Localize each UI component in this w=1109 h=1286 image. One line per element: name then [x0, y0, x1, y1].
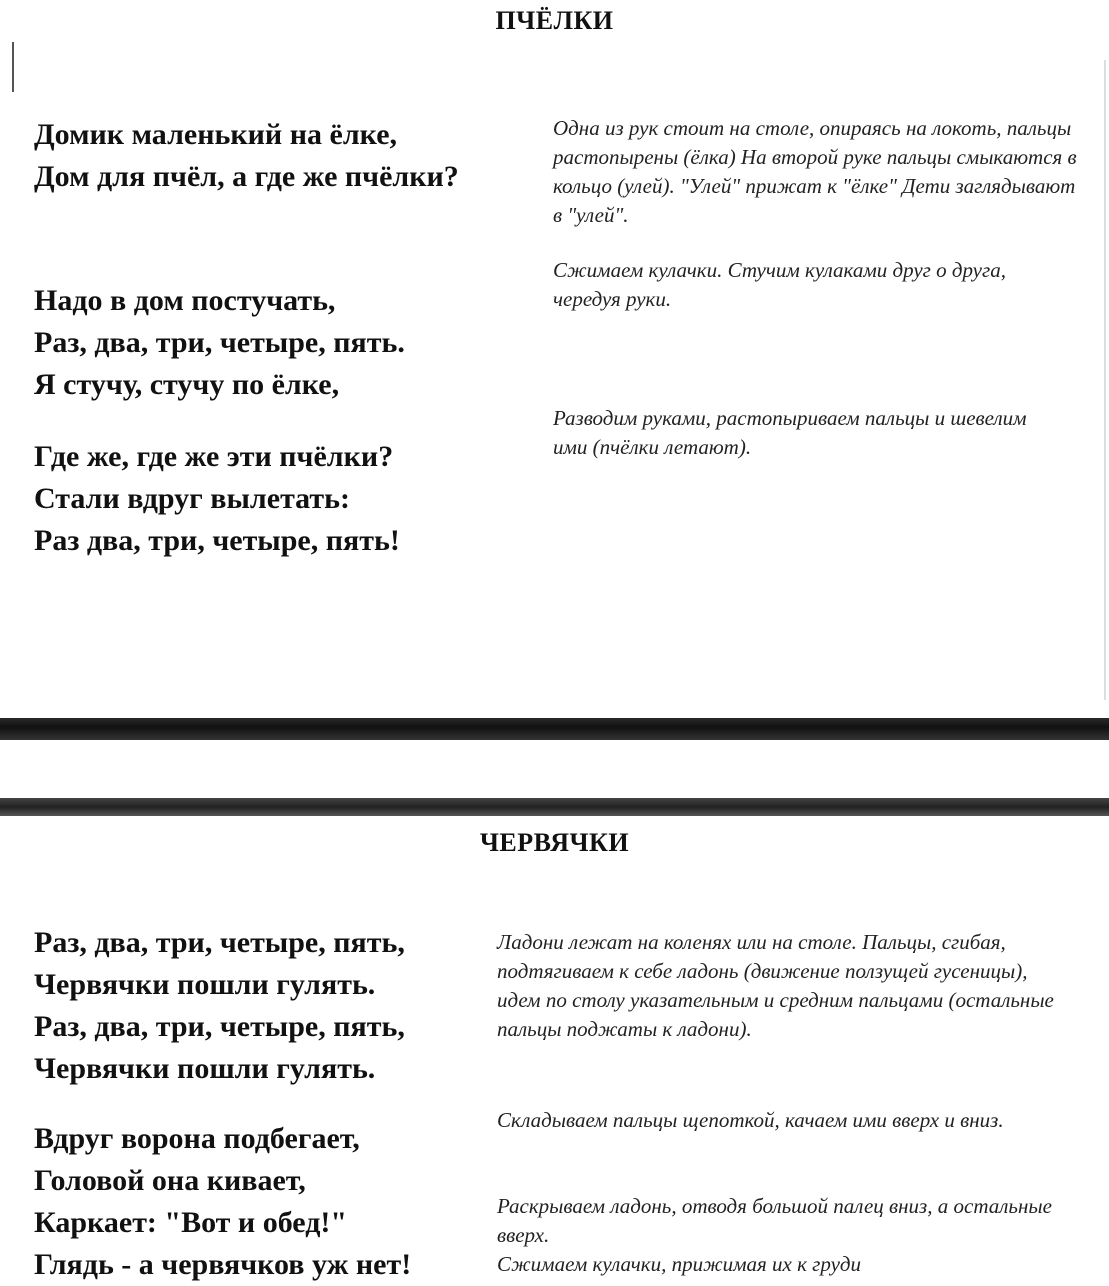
- gesture-note: Складываем пальцы щепоткой, качаем ими вверх и вниз.: [497, 1108, 1004, 1132]
- verse-line: Раз, два, три, четыре, пять,: [34, 1010, 405, 1043]
- gesture-note: Разводим руками, растопыриваем пальцы и шевелим ими (пчёлки летают).: [553, 406, 1027, 459]
- section-title-worms: ЧЕРВЯЧКИ: [479, 828, 630, 857]
- verse-line: Глядь - а червячков уж нет!: [34, 1248, 412, 1281]
- verse-line: Червячки пошли гулять.: [34, 968, 376, 1001]
- section-divider: [0, 718, 1109, 740]
- verse-stanza: [34, 1118, 411, 1286]
- verse-line: Червячки пошли гулять.: [34, 1052, 376, 1085]
- gesture-note: Одна из рук стоит на столе, опираясь на локоть, пальцы растопырены (ёлка) На второй руке пальцы смыкаются в кольцо (улей). "Улей" прижат к "ёлке" Дети заглядывают в "улей".: [553, 116, 1077, 227]
- gesture-note: Ладони лежат на коленях или на столе. Пальцы, сгибая, подтягиваем к себе ладонь (движение ползущей гусеницы), идем по столу указательным и средним пальцами (остальные пальцы поджаты к ладони).: [497, 930, 1054, 1041]
- verse-line: Стали вдруг вылетать:: [34, 482, 350, 515]
- gesture-note: Сжимаем кулачки. Стучим кулаками друг о друга, чередуя руки.: [553, 258, 1006, 311]
- verse-line: Домик маленький на ёлке,: [34, 118, 398, 151]
- verse-line: Вдруг ворона подбегает,: [34, 1122, 360, 1155]
- verse-stanza: [34, 280, 405, 406]
- section-title-bees: ПЧЁЛКИ: [495, 6, 614, 35]
- gesture-note: Сжимаем кулачки, прижимая их к груди: [497, 1252, 861, 1276]
- scan-edge-mark: [12, 42, 14, 92]
- verse-line: Я стучу, стучу по ёлке,: [34, 368, 340, 401]
- verse-line: Каркает: "Вот и обед!": [34, 1206, 348, 1239]
- verse-line: Дом для пчёл, а где же пчёлки?: [34, 160, 459, 193]
- verse-line: Раз, два, три, четыре, пять,: [34, 926, 405, 959]
- verse-stanza: [34, 436, 400, 562]
- gesture-note: Раскрываем ладонь, отводя большой палец вниз, а остальные вверх.: [497, 1194, 1052, 1247]
- verse-stanza: [34, 114, 459, 198]
- scan-edge-mark-right: [1104, 60, 1106, 700]
- verse-line: Надо в дом постучать,: [34, 284, 336, 317]
- verse-stanza: [34, 922, 405, 1090]
- section-divider: [0, 798, 1109, 816]
- verse-line: Раз, два, три, четыре, пять.: [34, 326, 405, 359]
- verse-line: Где же, где же эти пчёлки?: [34, 440, 394, 473]
- verse-line: Головой она кивает,: [34, 1164, 306, 1197]
- verse-line: Раз два, три, четыре, пять!: [34, 524, 400, 557]
